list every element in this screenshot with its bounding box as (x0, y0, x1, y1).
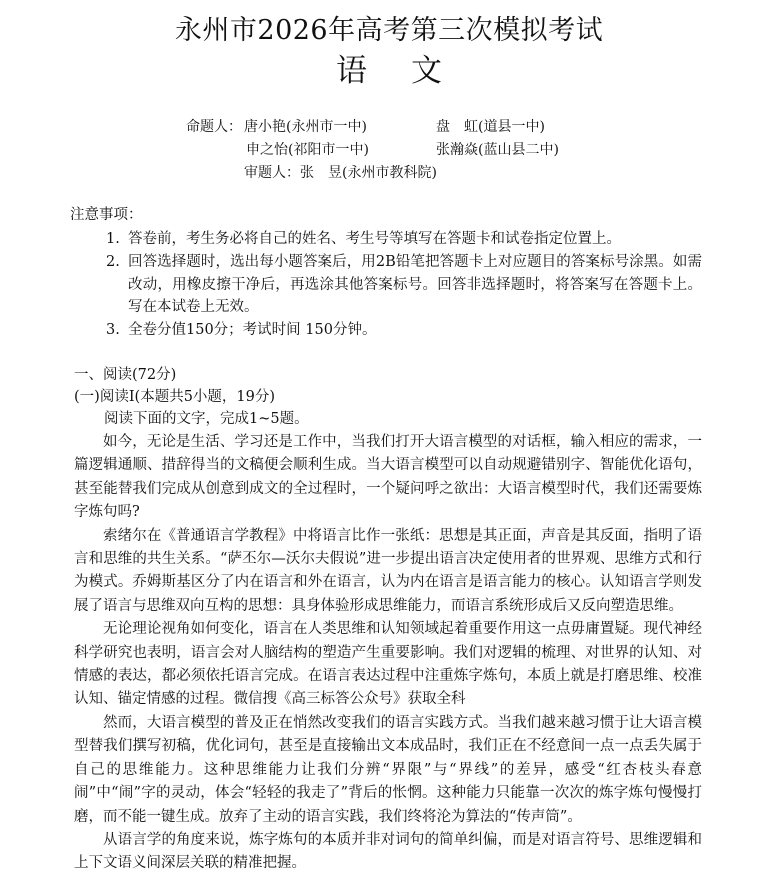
reviewer: 审题人：张 昱(永州市教科院) (244, 165, 437, 181)
notice-text: 回答选择题时，选出每小题答案后，用2B铅笔把答题卡上对应题目的答案标号涂黑。如需改动，用橡皮擦干净后，再选涂其他答案标号。回答非选择题时，将答案写在答题卡上。写在本试卷上无效。 (128, 254, 702, 316)
section-heading: 一、阅读(72分) (74, 367, 177, 383)
paragraph: 无论理论视角如何变化，语言在人类思维和认知领域起着重要作用这一点毋庸置疑。现代神经科学研究也表明，语言会对人脑结构的塑造产生重要影响。我们对逻辑的梳理、对世界的认知、对情感的表达，都必须依托语言完成。在语言表达过程中注重炼字炼句，本质上就是打磨思维、校准认知、锚定情感的过程。微信搜《高三标答公众号》获取全科 (74, 621, 702, 708)
notice-item (106, 251, 702, 319)
notice-text: 答卷前，考生务必将自己的姓名、考生号等填写在答题卡和试卷指定位置上。 (128, 231, 621, 247)
notice-item (106, 319, 702, 342)
paragraph: 从语言学的角度来说，炼字炼句的本质并非对词句的简单纠偏，而是对语言符号、思维逻辑和上下文语义间深层关联的精准把握。 (74, 831, 702, 872)
subsection-heading: (一)阅读Ⅰ(本题共5小题，19分) (74, 389, 276, 405)
paragraph: 如今，无论是生活、学习还是工作中，当我们打开大语言模型的对话框，输入相应的需求，一篇逻辑通顺、措辞得当的文稿便会顺利生成。当大语言模型可以自动规避错别字、智能优化语句，甚至能替我们完成从创意到成文的全过程时，一个疑问呼之欲出：大语言模型时代，我们还需要炼字炼句吗? (74, 434, 702, 521)
subject-title (0, 52, 778, 90)
authors-label: 命题人： (186, 119, 242, 135)
instruction: 阅读下面的文字，完成1~5题。 (104, 411, 309, 427)
notice-num: 1. (106, 231, 120, 247)
paragraph: 索绪尔在《普通语言学教程》中将语言比作一张纸：思想是其正面，声音是其反面，指明了语言和思维的共生关系。“萨丕尔—沃尔夫假说”进一步提出语言决定使用者的世界观、思维方式和行为模式。乔姆斯基区分了内在语言和外在语言，认为内在语言是语言能力的核心。认知语言学则发展了语言与思维双向互构的思想：具身体验形成思维能力，而语言系统形成后又反向塑造思维。 (74, 527, 702, 614)
paragraph: 然而，大语言模型的普及正在悄然改变我们的语言实践方式。当我们越来越习惯于让大语言模型替我们撰写初稿，优化词句，甚至是直接输出文本成品时，我们正在不经意间一点一点丢失属于自己的思维能力。这种思维能力让我们分辨“界限”与“界线”的差异，感受“红杏枝头春意闹”中“闹”字的灵动，体会“轻轻的我走了”背后的怅惘。这种能力只能靠一次次的炼字炼句慢慢打磨，而不能一键生成。放弃了主动的语言实践，我们终将沦为算法的“传声筒”。 (74, 714, 702, 825)
notice-num: 2. (106, 254, 120, 270)
notice-num: 3. (106, 322, 120, 338)
author-3: 申之怡(祁阳市一中) (246, 142, 369, 158)
reading-passage (74, 431, 702, 876)
subject-char: 文 (411, 53, 442, 89)
author-4: 张瀚焱(蓝山县二中) (436, 142, 559, 158)
notice-title: 注意事项： (70, 207, 143, 223)
author-1: 唐小艳(永州市一中) (244, 119, 367, 135)
notice-text: 全卷分值150分；考试时间 150分钟。 (128, 322, 377, 338)
author-2: 盘 虹(道县一中) (436, 119, 545, 135)
subject-char: 语 (336, 53, 367, 89)
exam-title: 永州市2026年高考第三次模拟考试 (174, 15, 604, 46)
notice-item (106, 228, 702, 251)
